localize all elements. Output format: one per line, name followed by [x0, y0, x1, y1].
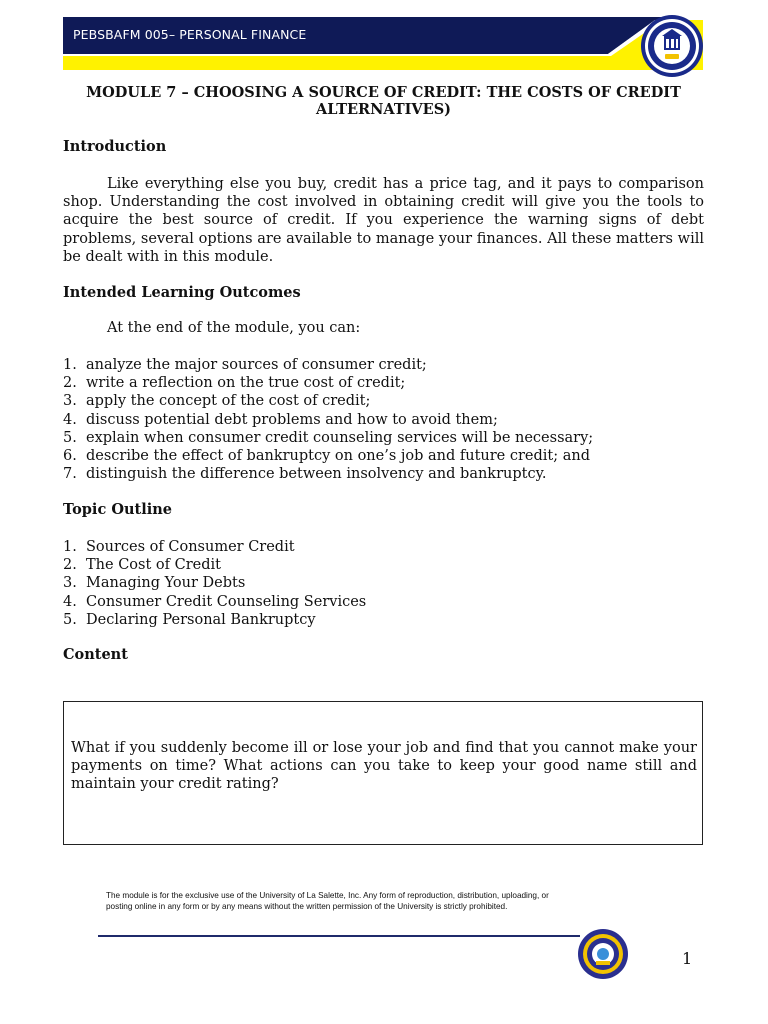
item-number: 4.: [63, 593, 77, 610]
item-number: 3.: [63, 575, 77, 592]
content-box: [63, 701, 703, 845]
item-text: describe the effect of bankruptcy on one’s job and future credit; and: [86, 448, 591, 465]
introduction-body: [63, 175, 704, 266]
item-text: Sources of Consumer Credit: [86, 539, 295, 555]
item-text: Declaring Personal Bankruptcy: [86, 611, 316, 628]
item-number: 4.: [63, 411, 77, 428]
item-number: 3.: [63, 393, 77, 410]
item-text: analyze the major sources of consumer credit;: [86, 357, 427, 373]
item-text: write a reflection on the true cost of credit;: [86, 375, 406, 392]
item-text: distinguish the difference between insolvency and bankruptcy.: [86, 466, 547, 483]
item-number: 1.: [63, 539, 77, 555]
item-number: 6.: [63, 448, 77, 465]
page-number: 1: [682, 949, 693, 968]
item-text: explain when consumer credit counseling services will be necessary;: [86, 429, 594, 446]
list-item: [63, 392, 593, 410]
list-item: [63, 447, 593, 465]
item-text: The Cost of Credit: [86, 557, 221, 574]
list-item: [63, 429, 593, 447]
copyright-note-line2: posting online in any form or by any means without the written permission of the University is strictly prohibited.: [106, 902, 508, 911]
footer-divider: [98, 935, 580, 937]
item-number: 1.: [63, 357, 77, 373]
module-title: MODULE 7 – CHOOSING A SOURCE OF CREDIT: THE COSTS OF CREDIT ALTERNATIVES): [86, 84, 681, 118]
item-number: 2.: [63, 557, 77, 574]
list-item: [63, 574, 366, 592]
list-item: [63, 374, 593, 392]
page-header: [63, 17, 703, 70]
outcomes-heading: Intended Learning Outcomes: [63, 284, 301, 301]
content-box-text: What if you suddenly become ill or lose your job and find that you cannot make your payments on time? What actions can you take to keep your good name still and maintain your credit rating?: [71, 740, 697, 793]
university-seal-icon: [640, 14, 704, 78]
list-item: [63, 411, 593, 429]
list-item: [63, 465, 593, 483]
item-text: Managing Your Debts: [86, 575, 246, 592]
content-heading: Content: [63, 646, 128, 663]
list-item: [63, 538, 366, 556]
item-number: 5.: [63, 611, 77, 628]
introduction-text: Like everything else you buy, credit has a price tag, and it pays to comparison shop. Understanding the cost involved in obtaining credit will give you the tools to acquire the best source of credit. If you experience the warning signs of debt problems, several options are available to manage your finances. All these matters will be dealt with in this module.: [63, 176, 704, 265]
outcomes-lead: At the end of the module, you can:: [107, 320, 361, 336]
list-item: [63, 611, 366, 629]
list-item: [63, 556, 366, 574]
copyright-note: [106, 890, 576, 912]
introduction-heading: Introduction: [63, 138, 167, 155]
item-number: 5.: [63, 429, 77, 446]
item-text: apply the concept of the cost of credit;: [86, 393, 371, 410]
item-text: discuss potential debt problems and how to avoid them;: [86, 411, 498, 428]
course-title: PEBSBAFM 005– PERSONAL FINANCE: [73, 27, 307, 42]
outline-list: [63, 538, 366, 629]
outcomes-list: [63, 356, 593, 483]
header-band: [63, 17, 703, 70]
outline-heading: Topic Outline: [63, 501, 172, 518]
list-item: [63, 356, 593, 374]
copyright-note-line1: The module is for the exclusive use of the University of La Salette, Inc. Any form of reproduction, distribution, uploading, or: [106, 891, 549, 900]
college-seal-icon: [577, 928, 629, 980]
item-number: 2.: [63, 375, 77, 392]
list-item: [63, 593, 366, 611]
item-number: 7.: [63, 466, 77, 483]
item-text: Consumer Credit Counseling Services: [86, 593, 367, 610]
